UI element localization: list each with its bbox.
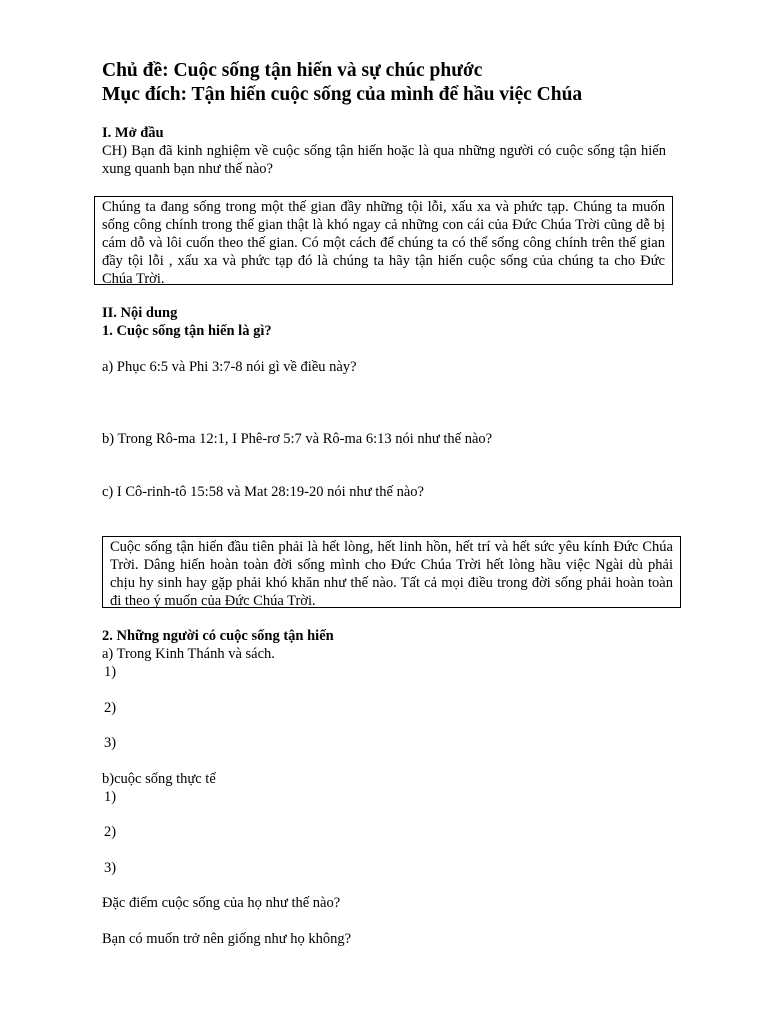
part-b-label: b)cuộc sống thực tế <box>102 771 216 787</box>
purpose-title: Mục đích: Tận hiến cuộc sống của mình để hầu việc Chúa <box>102 84 583 105</box>
part-b-item: 1) <box>104 789 117 805</box>
topic-title: Chủ đề: Cuộc sống tận hiến và sự chúc phước <box>102 60 483 81</box>
traits-question: Đặc điểm cuộc sống của họ như thế nào? <box>102 895 341 911</box>
part-b-item: 3) <box>104 860 117 876</box>
part-a-item: 1) <box>104 664 117 680</box>
part-b-item: 2) <box>104 824 117 840</box>
section-intro-heading: I. Mở đầu <box>102 125 164 141</box>
intro-question: CH) Bạn đã kinh nghiệm về cuộc sống tận hiến hoặc là qua những người có cuộc sống tận hiến xung quanh bạn như thế nào? <box>102 143 666 177</box>
subsection-2-heading: 2. Những người có cuộc sống tận hiến <box>102 628 334 644</box>
subsection-1-heading: 1. Cuộc sống tận hiến là gì? <box>102 323 272 339</box>
question-c: c) I Cô-rinh-tô 15:58 và Mat 28:19-20 nói như thế nào? <box>102 484 424 500</box>
section-content-heading: II. Nội dung <box>102 305 178 321</box>
part-a-label: a) Trong Kinh Thánh và sách. <box>102 646 275 662</box>
intro-summary-text: Chúng ta đang sống trong một thế gian đầy những tội lỗi, xấu xa và phức tạp. Chúng ta muốn sống công chính trong thế gian thật là khó ngay cả những con cái của Đức Chúa Trời cũng dễ bị cám dỗ và lôi cuốn theo thế gian. Có một cách để chúng ta có thể sống công chính trên thế gian đầy tội lỗi , xấu xa và phức tạp đó là chúng ta hãy tận hiến cuộc sống của chúng ta cho Đức Chúa Trời. <box>102 199 665 287</box>
aspiration-question: Bạn có muốn trở nên giống như họ không? <box>102 931 352 947</box>
intro-summary-box <box>94 196 673 285</box>
part-a-item: 3) <box>104 735 117 751</box>
definition-box <box>102 536 681 608</box>
question-b: b) Trong Rô-ma 12:1, I Phê-rơ 5:7 và Rô-ma 6:13 nói như thế nào? <box>102 431 493 447</box>
part-a-item: 2) <box>104 700 117 716</box>
definition-text: Cuộc sống tận hiến đầu tiên phải là hết lòng, hết linh hồn, hết trí và hết sức yêu kính Đức Chúa Trời. Dâng hiến hoàn toàn đời sống mình cho Đức Chúa Trời hết lòng hầu việc Ngài dù phải chịu hy sinh hay gặp phải khó khăn như thế nào. Tất cả mọi điều trong đời sống phải hoàn toàn đi theo ý muốn của Đức Chúa Trời. <box>110 539 673 609</box>
question-a: a) Phục 6:5 và Phi 3:7-8 nói gì về điều này? <box>102 359 357 375</box>
